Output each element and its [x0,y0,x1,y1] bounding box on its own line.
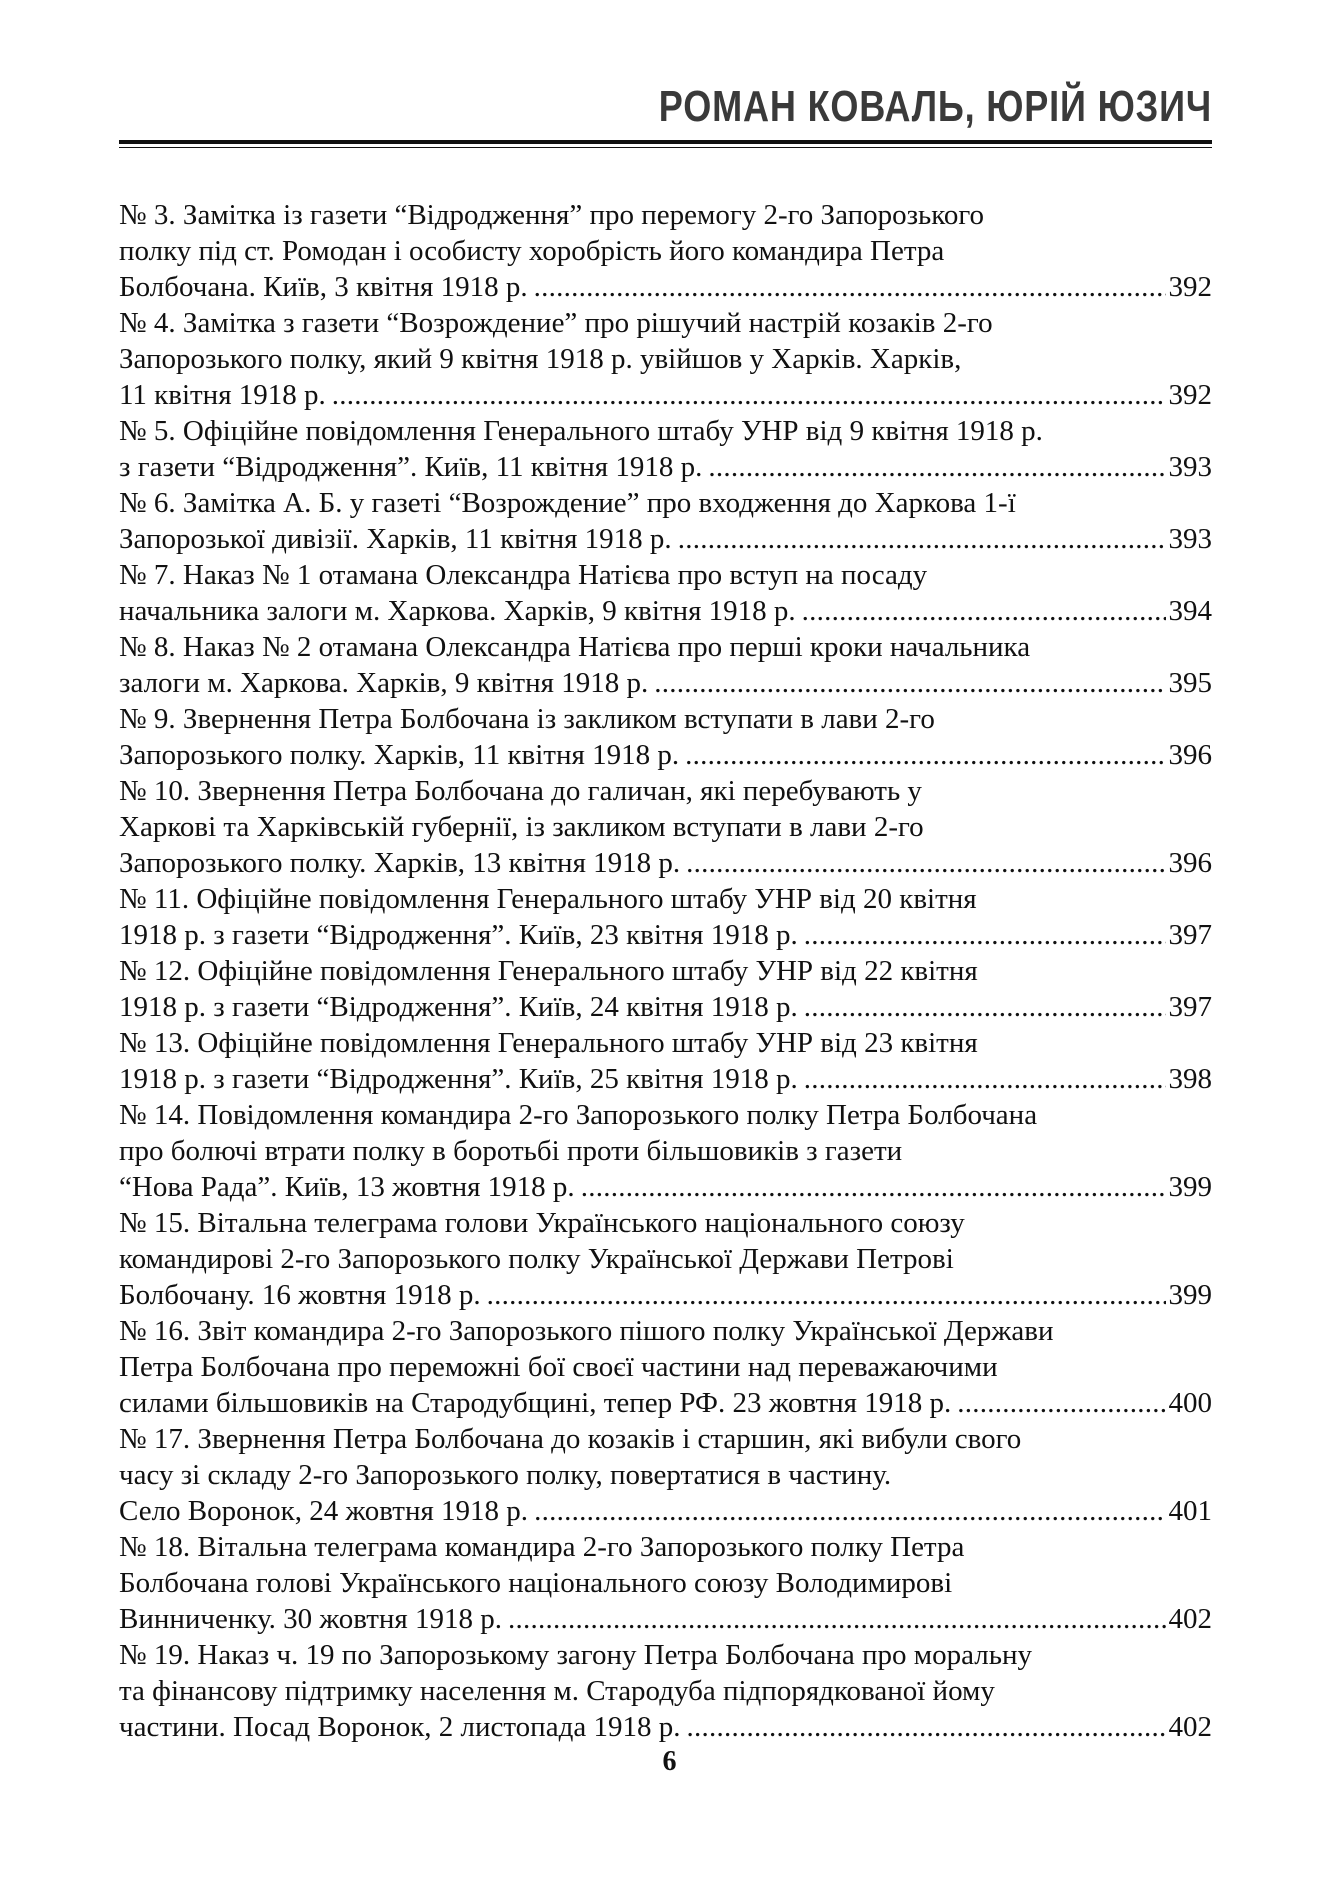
toc-entry-line: № 7. Наказ № 1 отамана Олександра Натієва про вступ на посаду [119,559,928,591]
toc-entry [119,1025,1212,1097]
toc-entry-page-number: 393 [1168,451,1212,483]
toc-entry-last-line [119,1385,1212,1421]
dot-leader [654,665,1165,701]
running-head-authors: РОМАН КОВАЛЬ, ЮРІЙ ЮЗИЧ [658,82,1212,131]
dot-leader [802,593,1166,629]
toc-entry-page-number: 398 [1168,1063,1212,1095]
dot-leader [804,1061,1166,1097]
toc-entry-last-line [119,1061,1212,1097]
toc-entry-line: силами більшовиків на Стародубщині, тепер РФ. 23 жовтня 1918 р. [119,1387,952,1419]
toc-entry-line: частини. Посад Воронок, 2 листопада 1918 р. [119,1711,681,1743]
toc-entry-line: Село Воронок, 24 жовтня 1918 р. [119,1495,529,1527]
toc-entry-line: Болбочану. 16 жовтня 1918 р. [119,1279,481,1311]
toc-entry-page-number: 401 [1168,1495,1212,1527]
toc-entry-page-number: 397 [1168,991,1212,1023]
toc-entry [119,305,1212,413]
toc-entry [119,1313,1212,1421]
toc-entry-last-line [119,521,1212,557]
toc-entry-line: № 15. Вітальна телеграма голови Українського національного союзу [119,1207,965,1239]
dot-leader [487,1277,1166,1313]
toc-entry-line: № 6. Замітка А. Б. у газеті “Возрождение” про входження до Харкова 1-ї [119,487,1016,519]
dot-leader [686,845,1165,881]
toc-entry-last-line [119,449,1212,485]
toc-entry-last-line [119,1277,1212,1313]
dot-leader [685,737,1165,773]
toc-entry-line: Запорозького полку. Харків, 11 квітня 1918 р. [119,739,680,771]
header-rule-thick [119,140,1212,144]
toc-entry-line: Запорозького полку. Харків, 13 квітня 1918 р. [119,847,681,879]
toc-entry-line: Болбочана голові Українського національного союзу Володимирові [119,1567,953,1599]
toc-entry-line: № 14. Повідомлення командира 2-го Запорозького полку Петра Болбочана [119,1099,1038,1131]
toc-entry-line: командирові 2-го Запорозького полку Української Держави Петрові [119,1243,954,1275]
toc-entry-line: № 10. Звернення Петра Болбочана до галичан, які перебувають у [119,775,922,807]
toc-entry-line: № 19. Наказ ч. 19 по Запорозькому загону Петра Болбочана про моральну [119,1639,1032,1671]
toc-entry-line: № 18. Вітальна телеграма командира 2-го Запорозького полку Петра [119,1531,965,1563]
toc-entry-last-line [119,737,1212,773]
toc-entry [119,953,1212,1025]
toc-entry-last-line [119,1493,1212,1529]
toc-entry-line: Винниченку. 30 жовтня 1918 р. [119,1603,502,1635]
toc-entry [119,197,1212,305]
toc-entry [119,1421,1212,1529]
toc-entry-line: № 13. Офіційне повідомлення Генерального штабу УНР від 23 квітня [119,1027,978,1059]
toc-entry-last-line [119,1709,1212,1745]
toc-entry [119,881,1212,953]
toc-entry-line: часу зі складу 2-го Запорозького полку, повертатися в частину. [119,1459,892,1491]
toc-entry-line: полку під ст. Ромодан і особисту хоробрість його командира Петра [119,235,945,267]
toc-entry-page-number: 397 [1168,919,1212,951]
toc-entry-page-number: 399 [1168,1279,1212,1311]
toc-entry-line: 1918 р. з газети “Відродження”. Київ, 24 квітня 1918 р. [119,991,798,1023]
toc-entry-page-number: 399 [1168,1171,1212,1203]
toc-entry-line: “Нова Рада”. Київ, 13 жовтня 1918 р. [119,1171,575,1203]
toc-entry-line: Петра Болбочана про переможні бої своєї частини над переважаючими [119,1351,998,1383]
toc-entry-page-number: 392 [1168,379,1212,411]
dot-leader [708,449,1165,485]
toc-entry-line: № 8. Наказ № 2 отамана Олександра Натієва про перші кроки начальника [119,631,1031,663]
header-rule-thin [119,147,1212,148]
toc-entry [119,701,1212,773]
toc-entry-line: № 12. Офіційне повідомлення Генерального штабу УНР від 22 квітня [119,955,978,987]
dot-leader [534,1493,1165,1529]
toc-entry-page-number: 394 [1168,595,1212,627]
toc-entry [119,629,1212,701]
toc-entry-line: Харкові та Харківській губернії, із закликом вступати в лави 2-го [119,811,924,843]
toc-entry-last-line [119,1601,1212,1637]
toc-entry-page-number: 395 [1168,667,1212,699]
toc-entry-page-number: 396 [1168,739,1212,771]
dot-leader [804,917,1166,953]
toc-entry-line: Запорозького полку, який 9 квітня 1918 р. увійшов у Харків. Харків, [119,343,962,375]
dot-leader [957,1385,1165,1421]
toc-entry-line: № 17. Звернення Петра Болбочана до козаків і старшин, які вибули свого [119,1423,1022,1455]
toc-entry-last-line [119,989,1212,1025]
toc-entry-line: № 4. Замітка з газети “Возрождение” про рішучий настрій козаків 2-го [119,307,993,339]
toc-entry-line: № 3. Замітка із газети “Відродження” про перемогу 2-го Запорозького [119,199,985,231]
toc-entry-last-line [119,665,1212,701]
dot-leader [686,1709,1165,1745]
table-of-contents [119,197,1212,1745]
toc-entry-line: № 16. Звіт командира 2-го Запорозького пішого полку Української Держави [119,1315,1054,1347]
toc-entry-line: № 5. Офіційне повідомлення Генерального штабу УНР від 9 квітня 1918 р. [119,415,1043,447]
toc-entry-line: Болбочана. Київ, 3 квітня 1918 р. [119,271,528,303]
toc-entry-last-line [119,1169,1212,1205]
toc-entry-line: № 11. Офіційне повідомлення Генерального штабу УНР від 20 квітня [119,883,977,915]
dot-leader [804,989,1166,1025]
dot-leader [581,1169,1166,1205]
toc-entry-line: 11 квітня 1918 р. [119,379,326,411]
toc-entry-last-line [119,269,1212,305]
toc-entry-page-number: 400 [1168,1387,1212,1419]
toc-entry-line: 1918 р. з газети “Відродження”. Київ, 25 квітня 1918 р. [119,1063,798,1095]
dot-leader [534,269,1166,305]
toc-entry [119,413,1212,485]
toc-entry-line: № 9. Звернення Петра Болбочана із закликом вступати в лави 2-го [119,703,935,735]
toc-entry [119,1529,1212,1637]
toc-entry [119,557,1212,629]
toc-entry-last-line [119,377,1212,413]
toc-entry [119,1205,1212,1313]
toc-entry-page-number: 396 [1168,847,1212,879]
toc-entry-line: про болючі втрати полку в боротьбі проти більшовиків з газети [119,1135,903,1167]
toc-entry [119,485,1212,557]
toc-entry-page-number: 393 [1168,523,1212,555]
page-number: 6 [662,1746,677,1777]
dot-leader [332,377,1166,413]
toc-entry-last-line [119,917,1212,953]
toc-entry-line: Запорозької дивізії. Харків, 11 квітня 1918 р. [119,523,672,555]
toc-entry-page-number: 392 [1168,271,1212,303]
dot-leader [508,1601,1166,1637]
toc-entry [119,1097,1212,1205]
toc-entry [119,1637,1212,1745]
toc-entry-page-number: 402 [1168,1711,1212,1743]
toc-entry-line: начальника залоги м. Харкова. Харків, 9 квітня 1918 р. [119,595,796,627]
toc-entry-page-number: 402 [1168,1603,1212,1635]
toc-entry-line: та фінансову підтримку населення м. Стародуба підпорядкованої йому [119,1675,995,1707]
toc-entry [119,773,1212,881]
toc-entry-last-line [119,845,1212,881]
toc-entry-line: з газети “Відродження”. Київ, 11 квітня 1918 р. [119,451,703,483]
toc-entry-line: 1918 р. з газети “Відродження”. Київ, 23 квітня 1918 р. [119,919,798,951]
toc-entry-line: залоги м. Харкова. Харків, 9 квітня 1918 р. [119,667,649,699]
dot-leader [678,521,1166,557]
toc-entry-last-line [119,593,1212,629]
